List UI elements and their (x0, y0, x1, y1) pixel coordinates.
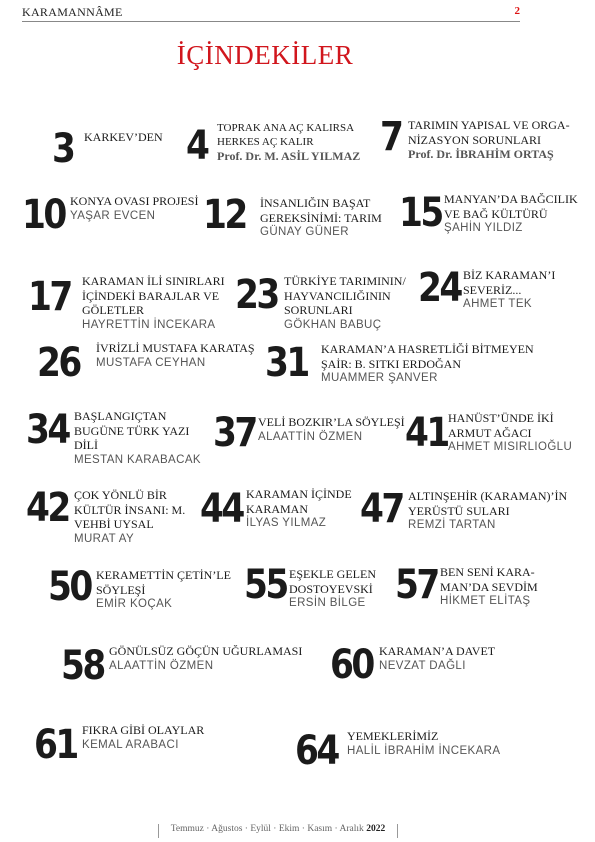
entry-title: KARAMAN’A HASRETLİĞİ BİTMEYEN ŞAİR: B. SITKI ERDOĞAN (321, 342, 534, 371)
entry-author: AHMET TEK (463, 298, 532, 310)
entry-page-number: 26 (37, 340, 80, 386)
entry-page-number: 58 (61, 643, 104, 689)
entry-author: MUSTAFA CEYHAN (96, 356, 206, 369)
entry-author: REMZİ TARTAN (408, 519, 496, 531)
entry-author: ALAATTİN ÖZMEN (109, 659, 214, 672)
entry-author: MESTAN KARABACAK (74, 453, 201, 466)
entry-title: BAŞLANGIÇTAN BUGÜNE TÜRK YAZI DİLİ (74, 409, 190, 452)
entry-page-number: 50 (48, 564, 91, 610)
entry-title: TOPRAK ANA AÇ KALIRSA HERKES AÇ KALIR (217, 122, 354, 148)
entry-page-number: 42 (26, 485, 69, 531)
entry-page-number: 10 (22, 192, 65, 238)
entry-author: ALAATTİN ÖZMEN (258, 430, 363, 443)
entry-page-number: 24 (418, 265, 461, 311)
entry-title: KARKEV’DEN (84, 130, 163, 144)
entry-author: İLYAS YILMAZ (246, 517, 327, 529)
entry-author: MUAMMER ŞANVER (321, 372, 438, 384)
entry-author: MURAT AY (74, 532, 135, 545)
footer-months: Temmuz · Ağustos · Eylül · Ekim · Kasım · Aralık (170, 824, 364, 834)
entry-author: ERSİN BİLGE (289, 597, 366, 609)
entry-page-number: 23 (235, 272, 278, 318)
entry-title: ÇOK YÖNLÜ BİR KÜLTÜR İNSANI: M. VEHBİ UYSAL (74, 488, 186, 531)
entry-page-number: 4 (186, 123, 208, 169)
entry-author: HAYRETTİN İNCEKARA (82, 318, 216, 331)
entry-title: YEMEKLERİMİZ (347, 729, 439, 743)
entry-author: Prof. Dr. M. ASİL YILMAZ (217, 149, 361, 163)
entry-page-number: 44 (200, 486, 243, 532)
entry-page-number: 47 (360, 486, 403, 532)
entry-page-number: 61 (34, 722, 77, 768)
entry-page-number: 34 (26, 407, 69, 453)
entry-title: ALTINŞEHİR (KARAMAN)’İN YERÜSTÜ SULARI (408, 489, 568, 518)
entry-title: KARAMAN İLİ SINIRLARI İÇİNDEKİ BARAJLAR VE GÖLETLER (82, 274, 225, 317)
entry-title: BİZ KARAMAN’I SEVERİZ... (463, 268, 556, 297)
page-number: 2 (514, 5, 520, 17)
entry-page-number: 57 (395, 562, 438, 608)
entry-author: GÜNAY GÜNER (260, 226, 349, 238)
issue-footer (158, 824, 398, 838)
page-title: İÇİNDEKİLER (176, 40, 354, 70)
entry-title: TARIMIN YAPISAL VE ORGA-NİZASYON SORUNLARI (408, 118, 570, 147)
footer-year: 2022 (366, 824, 386, 834)
entry-title: GÖNÜLSÜZ GÖÇÜN UĞURLAMASI (109, 644, 303, 658)
entry-author: EMİR KOÇAK (96, 598, 173, 610)
entry-author: Prof. Dr. İBRAHİM ORTAŞ (408, 147, 554, 161)
magazine-name: KARAMANNÂME (22, 5, 123, 19)
entry-page-number: 60 (330, 642, 373, 688)
entry-page-number: 17 (28, 274, 71, 320)
entry-title: HANÜST’ÜNDE İKİ ARMUT AĞACI (448, 411, 554, 440)
entry-page-number: 31 (265, 340, 308, 386)
entry-title: VELİ BOZKIR’LA SÖYLEŞİ (258, 415, 405, 429)
entry-page-number: 55 (244, 562, 287, 608)
entry-author: GÖKHAN BABUÇ (284, 318, 382, 331)
entry-title: FIKRA GİBİ OLAYLAR (82, 723, 205, 737)
entry-title: İVRİZLİ MUSTAFA KARATAŞ (96, 341, 255, 355)
entry-title: TÜRKİYE TARIMININ/ HAYVANCILIĞININ SORUNLARI (284, 274, 406, 317)
entry-title: İNSANLIĞIN BAŞAT GEREKSİNİMİ: TARIM (260, 196, 382, 225)
entry-page-number: 12 (203, 192, 246, 238)
entry-page-number: 41 (405, 410, 448, 456)
entry-title: MANYAN’DA BAĞCILIK VE BAĞ KÜLTÜRÜ (444, 192, 578, 221)
entry-page-number: 15 (399, 190, 442, 236)
entry-author: YAŞAR EVCEN (70, 209, 156, 222)
entry-author: NEVZAT DAĞLI (379, 659, 466, 672)
entry-title: EŞEKLE GELEN DOSTOYEVSKİ (289, 567, 376, 596)
entry-page-number: 64 (295, 728, 338, 774)
entry-page-number: 7 (380, 114, 402, 160)
entry-author: HALİL İBRAHİM İNCEKARA (347, 744, 501, 757)
entry-page-number: 3 (52, 126, 74, 172)
entry-author: AHMET MISIRLIOĞLU (448, 441, 573, 453)
entry-page-number: 37 (213, 410, 256, 456)
entry-author: ŞAHİN YILDIZ (444, 222, 523, 234)
entry-author: HİKMET ELİTAŞ (440, 595, 531, 607)
entry-title: BEN SENİ KARA-MAN’DA SEVDİM (440, 565, 538, 594)
entry-title: KARAMAN İÇİNDE KARAMAN (246, 487, 352, 516)
entry-title: KONYA OVASI PROJESİ (70, 194, 199, 208)
running-header (22, 5, 520, 22)
entry-title: KARAMAN’A DAVET (379, 644, 496, 658)
entry-title: KERAMETTİN ÇETİN’LE SÖYLEŞİ (96, 568, 231, 597)
entry-author: KEMAL ARABACI (82, 738, 179, 751)
